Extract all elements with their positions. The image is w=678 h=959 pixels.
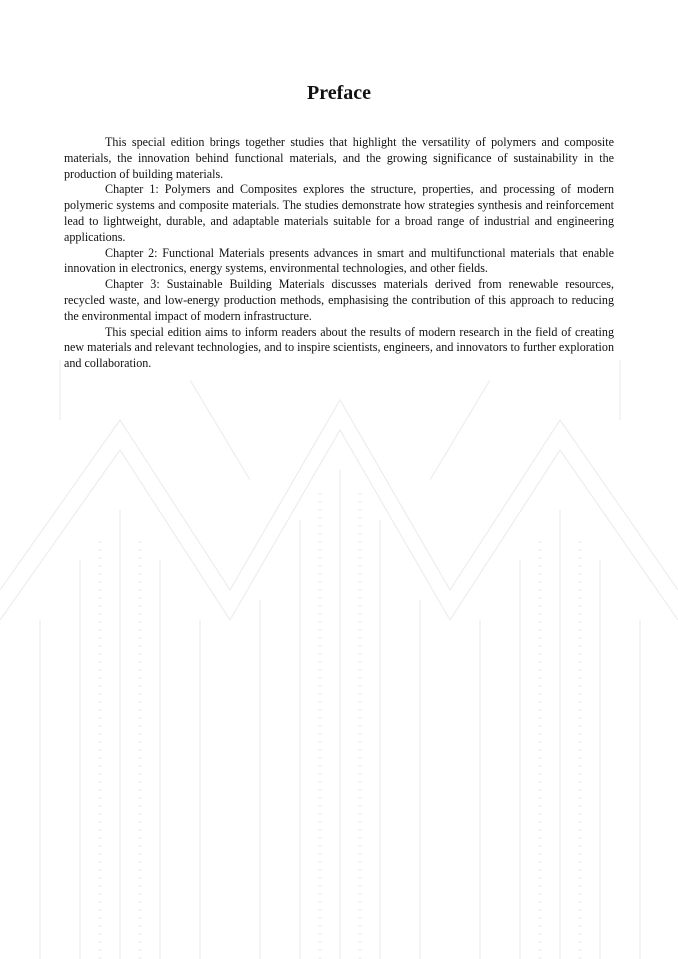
ornament-line <box>40 510 200 959</box>
paragraph-chapter-3: Chapter 3: Sustainable Building Materials discusses materials derived from renewable resources, recycled waste, and low-energy production methods, emphasising the contribution of this approach to reducing the environmental impact of modern infrastructure. <box>64 277 614 323</box>
ornament-line <box>60 360 620 480</box>
paragraph-intro: This special edition brings together studies that highlight the versatility of polymers and composite materials, the innovation behind functional materials, and the growing significance of sustainability in the production of building materials. <box>64 135 614 181</box>
background-ornament <box>0 360 678 959</box>
paragraph-conclusion: This special edition aims to inform readers about the results of modern research in the field of creating new materials and relevant technologies, and to inspire scientists, engineers, and innovators to further exploration and collaboration. <box>64 324 614 371</box>
document-body <box>64 80 614 372</box>
ornament-line <box>0 430 678 620</box>
paragraph-chapter-1: Chapter 1: Polymers and Composites explores the structure, properties, and processing of modern polymeric systems and composite materials. The studies demonstrate how strategies synthesis and reinforcement lead to lightweight, durable, and adaptable materials suitable for a broad range of industrial and engineering applications. <box>64 182 614 244</box>
ornament-line <box>0 400 678 590</box>
ornament-dots <box>100 490 580 959</box>
ornament-line <box>260 470 420 959</box>
ornament-line <box>480 510 640 959</box>
page-title: Preface <box>306 82 372 104</box>
paragraph-chapter-2: Chapter 2: Functional Materials presents advances in smart and multifunctional materials that enable innovation in electronics, energy systems, environmental technologies, and other fields. <box>64 245 614 276</box>
